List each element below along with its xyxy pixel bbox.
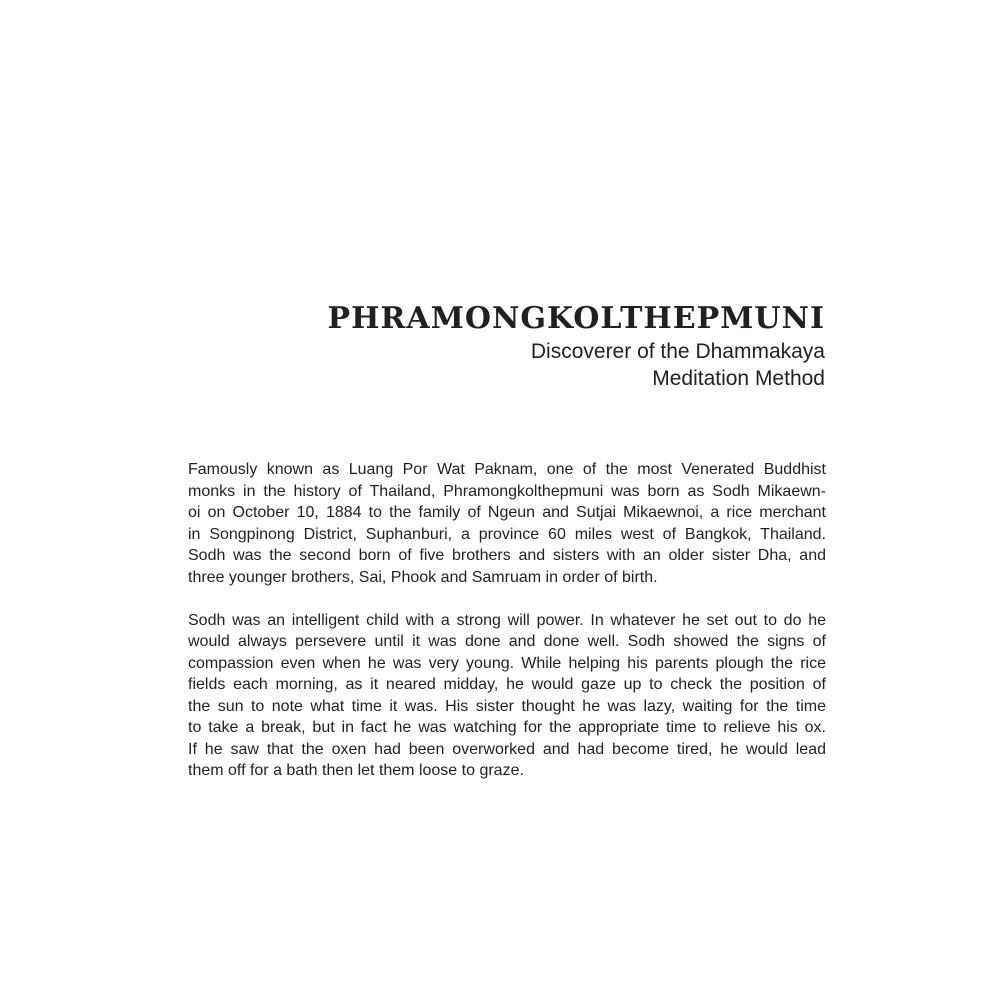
text-line: oi on October 10, 1884 to the family of Ngeun and Sutjai Mikaewnoi, a rice merchant [188, 504, 826, 521]
text-line: them off for a bath then let them loose to graze. [188, 762, 524, 779]
heading-block [328, 300, 825, 392]
paragraph-2 [188, 610, 826, 782]
subtitle-line-1: Discoverer of the Dhammakaya [530, 340, 825, 363]
text-line: to take a break, but in fact he was watching for the appropriate time to relieve his ox. [188, 719, 826, 736]
text-line: fields each morning, as it neared midday, he would gaze up to check the position of [188, 676, 826, 693]
text-line: compassion even when he was very young. While helping his parents plough the rice [188, 654, 826, 672]
body-text [188, 459, 826, 803]
paragraph-1 [188, 459, 826, 588]
text-line: Famously known as Luang Por Wat Paknam, one of the most Venerated Buddhist [188, 461, 826, 478]
text-line: would always persevere until it was done and done well. Sodh showed the signs of [188, 633, 826, 650]
text-line: If he saw that the oxen had been overworked and had become tired, he would lead [188, 740, 826, 758]
text-line: three younger brothers, Sai, Phook and Samruam in order of birth. [188, 568, 658, 586]
text-line: monks in the history of Thailand, Phramongkolthepmuni was born as Sodh Mikaewn- [188, 482, 826, 500]
page-title: PHRAMONGKOLTHEPMUNI [327, 301, 825, 336]
text-line: in Songpinong District, Suphanburi, a province 60 miles west of Bangkok, Thailand. [188, 525, 826, 543]
text-line: Sodh was the second born of five brothers and sisters with an older sister Dha, and [188, 547, 826, 564]
text-line: the sun to note what time it was. His sister thought he was lazy, waiting for the time [188, 697, 826, 715]
text-line: Sodh was an intelligent child with a strong will power. In whatever he set out to do he [188, 611, 826, 629]
subtitle-line-2: Meditation Method [652, 367, 825, 390]
